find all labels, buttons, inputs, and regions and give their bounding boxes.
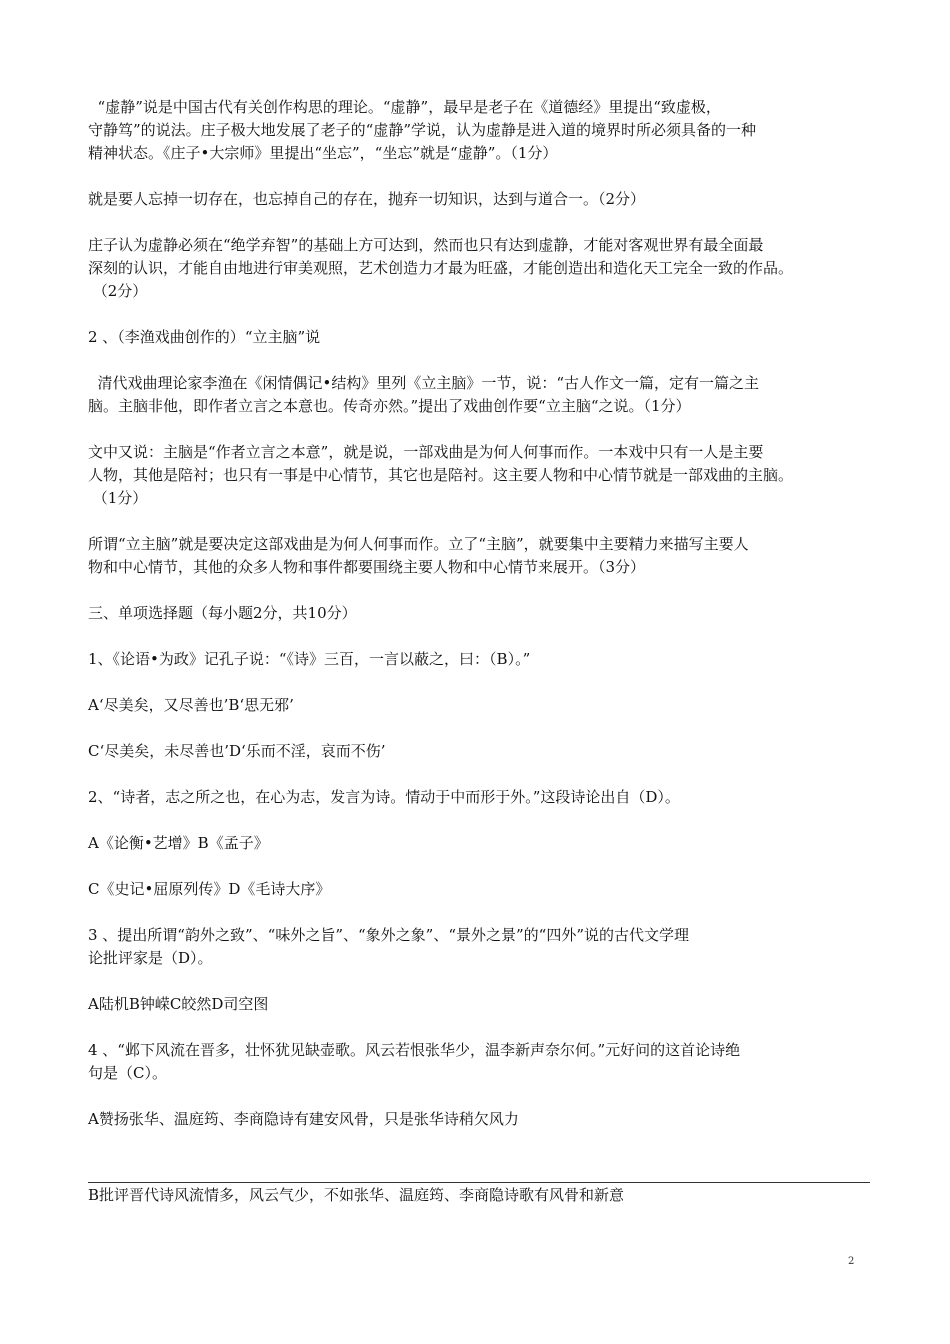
paragraph	[88, 234, 880, 303]
footnote-divider	[88, 1182, 870, 1183]
text-line: A赞扬张华、温庭筠、李商隐诗有建安风骨，只是张华诗稍欠风力	[88, 1110, 519, 1128]
paragraph	[88, 786, 880, 809]
paragraph-option-b: B批评晋代诗风流情多，风云气少，不如张华、温庭筠、李商隐诗歌有风骨和新意	[88, 1186, 625, 1204]
paragraph	[88, 993, 880, 1016]
text-line: 所谓“立主脑”就是要决定这部戏曲是为何人何事而作。立了“主脑”，就要集中主要精力来描写主要人	[88, 535, 749, 553]
text-line: A陆机B钟嵘C皎然D司空图	[88, 995, 269, 1013]
text-line: “虚静”说是中国古代有关创作构思的理论。“虚静”，最早是老子在《道德经》里提出“致虚极，	[88, 98, 721, 116]
text-line: A‘尽美矣，又尽善也’B‘思无邪’	[88, 696, 294, 714]
text-line: 2 、（李渔戏曲创作的）“立主脑”说	[88, 328, 321, 346]
text-line: C《史记•屈原列传》D《毛诗大序》	[88, 880, 331, 898]
text-line: 人物，其他是陪衬；也只有一事是中心情节，其它也是陪衬。这主要人物和中心情节就是一部戏曲的主脑。	[88, 466, 794, 484]
paragraph	[88, 188, 880, 211]
paragraph	[88, 533, 880, 579]
paragraph	[88, 441, 880, 510]
text-line: 4 、“邺下风流在晋多，壮怀犹见缺壶歌。风云若恨张华少，温李新声奈尔何。”元好问的这首论诗绝	[88, 1041, 741, 1059]
text-line: 精神状态。《庄子•大宗师》里提出“坐忘”，“坐忘”就是“虚静”。（1分）	[88, 144, 558, 162]
text-line: （2分）	[88, 282, 148, 300]
text-line: A《论衡•艺增》B《孟子》	[88, 834, 269, 852]
text-line: 就是要人忘掉一切存在，也忘掉自己的存在，抛弃一切知识，达到与道合一。（2分）	[88, 190, 646, 208]
paragraph	[88, 924, 880, 970]
text-line: 文中又说：主脑是“作者立言之本意”，就是说，一部戏曲是为何人何事而作。一本戏中只有一人是主要	[88, 443, 764, 461]
text-line: 物和中心情节，其他的众多人物和事件都要围绕主要人物和中心情节来展开。（3分）	[88, 558, 646, 576]
text-line: C‘尽美矣，未尽善也’D‘乐而不淫，哀而不伤’	[88, 742, 386, 760]
text-line: 3 、提出所谓“韵外之致”、“味外之旨”、“象外之象”、“景外之景”的“四外”说的古代文学理	[88, 926, 689, 944]
text-line: 句是（C）。	[88, 1064, 167, 1082]
text-line: 1、《论语•为政》记孔子说：“《诗》三百，一言以蔽之，曰：（B）。”	[88, 650, 531, 668]
paragraph	[88, 878, 880, 901]
text-line: 三、单项选择题（每小题2分，共10分）	[88, 604, 357, 622]
paragraph	[88, 648, 880, 671]
text-line: 2、“诗者，志之所之也，在心为志，发言为诗。情动于中而形于外。”这段诗论出自（D）。	[88, 788, 680, 806]
paragraph	[88, 1108, 880, 1131]
paragraph	[88, 1039, 880, 1085]
paragraph	[88, 740, 880, 763]
text-line: 清代戏曲理论家李渔在《闲情偶记•结构》里列《立主脑》一节，说：“古人作文一篇，定有一篇之主	[88, 374, 760, 392]
text-line: （1分）	[88, 489, 148, 507]
text-line: 深刻的认识，才能自由地进行审美观照，艺术创造力才最为旺盛，才能创造出和造化天工完全一致的作品。	[88, 259, 794, 277]
text-line: 脑。主脑非他，即作者立言之本意也。传奇亦然。”提出了戏曲创作要“立主脑“之说。（1分）	[88, 397, 691, 415]
paragraph	[88, 832, 880, 855]
paragraph	[88, 694, 880, 717]
paragraph	[88, 372, 880, 418]
page-number: 2	[848, 1256, 855, 1267]
text-line: 论批评家是（D）。	[88, 949, 213, 967]
document-body	[88, 96, 880, 1154]
paragraph	[88, 326, 880, 349]
text-line: 守静笃”的说法。庄子极大地发展了老子的“虚静”学说，认为虚静是进入道的境界时所必须具备的一种	[88, 121, 757, 139]
paragraph	[88, 96, 880, 165]
paragraph	[88, 602, 880, 625]
text-line: 庄子认为虚静必须在“绝学弃智”的基础上方可达到，然而也只有达到虚静，才能对客观世界有最全面最	[88, 236, 764, 254]
